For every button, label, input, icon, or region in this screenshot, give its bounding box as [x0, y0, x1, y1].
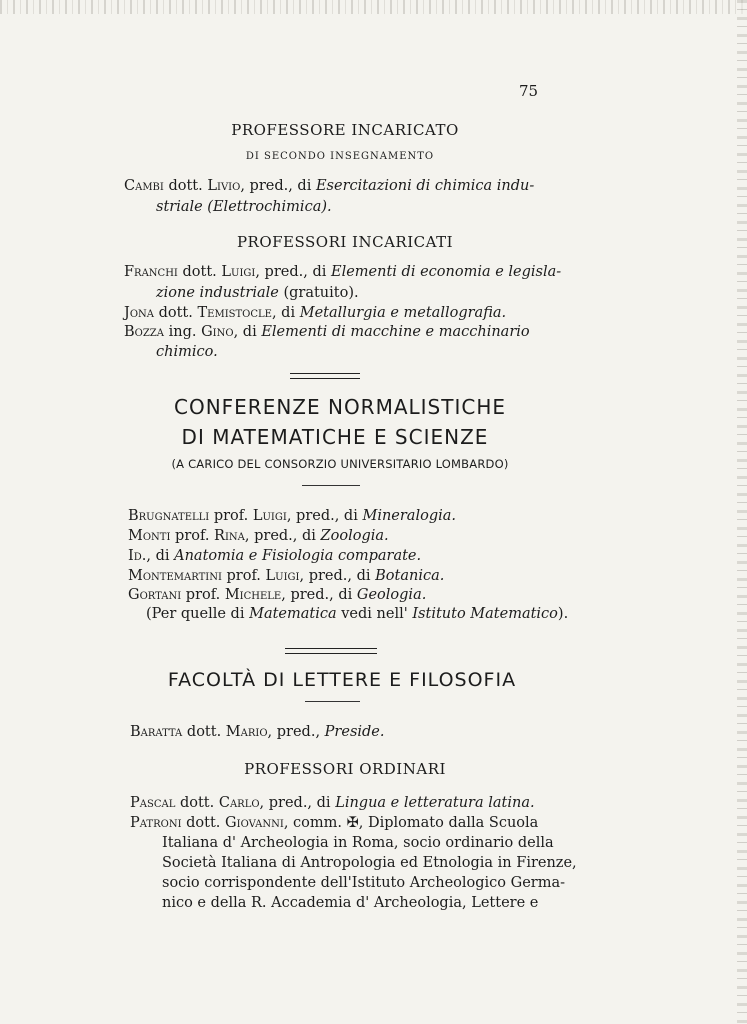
course-cont: striale (Elettrochimica). [156, 199, 332, 215]
heading-professore-incaricato: PROFESSORE INCARICATO [231, 121, 459, 139]
title: prof. [181, 587, 225, 603]
entry-cambi-cont [156, 199, 332, 215]
heading-professori-ordinari: PROFESSORI ORDINARI [244, 760, 446, 778]
note-b: Matematica [249, 606, 337, 622]
short-rule-2 [305, 701, 360, 702]
first-name: Giovanni [225, 815, 284, 831]
entry-per-quelle [146, 606, 568, 622]
first-name: Michele [224, 587, 282, 603]
entry-id [128, 548, 421, 564]
surname: Montemartini [128, 568, 222, 584]
title: dott. [182, 724, 226, 740]
role: , pred., di [240, 178, 316, 194]
course: Geologia. [356, 587, 427, 603]
entry-gortani [128, 587, 426, 603]
note-c: vedi nell' [336, 606, 413, 622]
entry-pascal [130, 795, 535, 811]
surname: Patroni [130, 815, 182, 831]
entry-patroni [130, 815, 538, 831]
first-name: Luigi [221, 264, 256, 280]
entry-montemartini [128, 568, 444, 584]
note-a: (Per quelle di [146, 606, 250, 622]
title: prof. [170, 528, 215, 544]
entry-bozza-cont [156, 344, 218, 360]
entry-franchi-cont [156, 285, 359, 301]
scan-edge-right [737, 0, 747, 1024]
entry-jona [124, 305, 506, 321]
course: Mineralogia. [362, 508, 456, 524]
course: Elementi di macchine e macchinario [261, 324, 530, 340]
course-cont: chimico. [156, 344, 218, 360]
heading-facolta: FACOLTÀ DI LETTERE E FILOSOFIA [167, 669, 517, 691]
entry-cambi [124, 178, 534, 194]
note: (gratuito). [278, 285, 359, 301]
course: Elementi di economia e legisla- [331, 264, 562, 280]
title: dott. [181, 815, 226, 831]
surname: Baratta [130, 724, 183, 740]
double-rule-divider [290, 373, 360, 379]
first-name: Temistocle [197, 305, 272, 321]
heading-matematiche-scienze: DI MATEMATICHE E SCIENZE [181, 425, 489, 449]
double-rule-divider-2 [285, 648, 377, 654]
role: , pred., di [299, 568, 376, 584]
subheading-consorzio: (A CARICO DEL CONSORZIO UNIVERSITARIO LOMBARDO) [171, 457, 509, 471]
short-rule [302, 485, 360, 486]
course: Botanica. [375, 568, 445, 584]
surname: Monti [128, 528, 171, 544]
entry-patroni-line3: Società Italiana di Antropologia ed Etnologia in Firenze, [162, 855, 577, 871]
note-d: Istituto Matematico [412, 606, 558, 622]
title: prof. [221, 568, 266, 584]
entry-brugnatelli [128, 508, 456, 524]
surname: Gortani [128, 587, 182, 603]
title: dott. [177, 264, 222, 280]
first-name: Carlo [218, 795, 260, 811]
title: prof. [209, 508, 253, 524]
first-name: Mario [225, 724, 268, 740]
role: , pred., [267, 724, 325, 740]
surname: Bozza [124, 324, 164, 340]
role: , pred., di [286, 508, 363, 524]
title: dott. [175, 795, 219, 811]
course: Zoologia. [320, 528, 389, 544]
title: dott. [163, 178, 208, 194]
course: Esercitazioni di chimica indu- [315, 178, 535, 194]
page-number: 75 [519, 82, 539, 100]
role: , pred., di [244, 528, 321, 544]
role: , comm. ✠, Diplomato dalla Scuola [283, 815, 539, 831]
entry-monti [128, 528, 389, 544]
first-name: Gino [201, 324, 234, 340]
subheading-secondo-insegnamento: DI SECONDO INSEGNAMENTO [245, 151, 435, 162]
note-e: ). [557, 606, 569, 622]
entry-bozza [124, 324, 530, 340]
entry-patroni-line2: Italiana d' Archeologia in Roma, socio ordinario della [162, 835, 554, 851]
surname: Brugnatelli [128, 508, 210, 524]
surname: Cambi [124, 178, 164, 194]
role: , pred., di [255, 264, 331, 280]
role: , di [233, 324, 262, 340]
first-name: Livio [207, 178, 241, 194]
preside-role: Preside. [324, 724, 385, 740]
surname: Id. [128, 548, 147, 564]
role: , pred., di [281, 587, 357, 603]
title: dott. [153, 305, 198, 321]
entry-franchi [124, 264, 561, 280]
course-cont: zione industriale [156, 285, 279, 301]
scan-speckle-top [0, 0, 747, 14]
title: ing. [163, 324, 202, 340]
surname: Pascal [130, 795, 176, 811]
entry-patroni-line4: socio corrispondente dell'Istituto Archeologico Germa- [162, 875, 566, 891]
role: , di [271, 305, 300, 321]
entry-patroni-line5: nico e della R. Accademia d' Archeologia, Lettere e [162, 895, 539, 911]
first-name: Luigi [252, 508, 287, 524]
heading-professori-incaricati: PROFESSORI INCARICATI [236, 233, 454, 251]
surname: Franchi [124, 264, 178, 280]
role: , pred., di [259, 795, 336, 811]
heading-conferenze: CONFERENZE NORMALISTICHE [173, 395, 507, 419]
surname: Jona [124, 305, 154, 321]
course: Lingua e letteratura latina. [335, 795, 535, 811]
entry-baratta [130, 724, 385, 740]
course: Anatomia e Fisiologia comparate. [174, 548, 422, 564]
course: Metallurgia e metallografia. [299, 305, 507, 321]
role: , di [146, 548, 175, 564]
first-name: Luigi [265, 568, 300, 584]
first-name: Rina [214, 528, 245, 544]
